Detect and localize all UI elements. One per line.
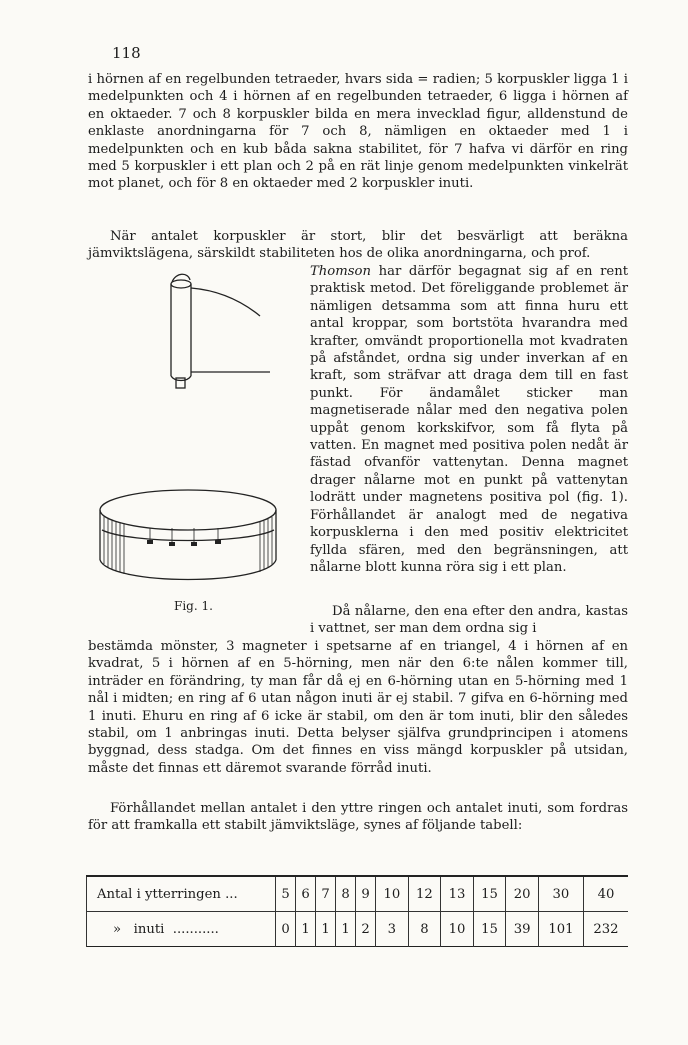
water-basin-illustration: [90, 482, 290, 592]
paragraph-3: bestämda mönster, 3 magneter i spetsarne af en triangel, 4 i hörnen af en kvadrat, 5 i hörnen af en 5-hörning, men när den 6:te nålen kommer till, inträder en förändring, ty man får då ej en 6-hörning utan en 5-hörning med 1 nål i midten; en ring af 6 utan någon inuti är ej stabil. 7 gifva en 6-hörning med 1 inuti. Ehuru en ring af 6 icke är stabil, om den är tom inuti, blir den således stabil, om 1 anbringas inuti. Detta belyser själfva grundprincipen i atomens byggnad, dess stadga. Om det finnes en viss mängd korpuskler på utsidan, måste det finnas ett däremot svarande förråd inuti.: [88, 639, 628, 776]
table-cell: 39: [506, 912, 539, 947]
table-cell: 8: [336, 876, 356, 912]
figure-caption: Fig. 1.: [174, 599, 213, 613]
table-cell: 2: [356, 912, 376, 947]
side-column-body: har därför begagnat sig af en rent praktisk metod. Det föreliggande problemet är nämligen detsamma som att finna huru ett antal kroppar, som bortstöta hvarandra med krafter, omvändt proportionella mot kvadraten på afståndet, ordna sig under inverkan af en kraft, som sträfvar att draga dem till en fast punkt. För ändamålet sticker man magnetiserade nålar med den negativa polen uppåt genom korkskifvor, som få flyta på vatten. En magnet med positiva polen nedåt är fästad ofvanför vattenytan. Denna magnet drager nålarne mot en punkt på vattenytan lodrätt under magnetens positiva pol (fig. 1). Förhållandet är analogt med de negativa korpusklerna i den med positiv elektricitet fyllda sfären, med den begränsningen, att nålarne blott kunna röra sig i ett plan.: [310, 264, 628, 575]
table-row-outer: [87, 876, 629, 912]
table-cell: 15: [473, 912, 506, 947]
table-cell: 232: [584, 912, 629, 947]
side-column-tail: Då nålarne, den ena efter den andra, kastas i vattnet, ser man dem ordna sig i: [310, 604, 628, 637]
table-cell: 20: [506, 876, 539, 912]
table-cell: 0: [276, 912, 296, 947]
ring-stability-table: [86, 875, 628, 947]
paragraph-4: Förhållandet mellan antalet i den yttre ringen och antalet inuti, som fordras för att framkalla ett stabilt jämviktsläge, synes af följande tabell:: [88, 801, 628, 834]
table-cell: 1: [316, 912, 336, 947]
page-number: 118: [112, 44, 141, 62]
table-cell: 40: [584, 876, 629, 912]
table-cell: 1: [296, 912, 316, 947]
table-row-label: Antal i ytterringen ...: [87, 876, 276, 912]
table-cell: 8: [408, 912, 441, 947]
table-row-label: » inuti ...........: [87, 912, 276, 947]
table-cell: 12: [408, 876, 441, 912]
table-cell: 6: [296, 876, 316, 912]
paragraph-1: i hörnen af en regelbunden tetraeder, hvars sida = radien; 5 korpuskler ligga 1 i medelpunkten och 4 i hörnen af en regelbunden tetraeder, 6 ligga i hörnen af en oktaeder. 7 och 8 korpuskler bilda en mera invecklad figur, alldenstund de enklaste anordningarna för 7 och 8, nämligen en oktaeder med 1 i medelpunkten och en kub båda sakna stabilitet, för 7 hafva vi därför en ring med 5 korpuskler i ett plan och 2 på en rät linje genom medelpunkten vinkelrät mot planet, och för 8 en oktaeder med 2 korpuskler inuti.: [88, 72, 628, 192]
table-cell: 5: [276, 876, 296, 912]
table-cell: 3: [376, 912, 409, 947]
table-cell: 101: [538, 912, 583, 947]
table-cell: 30: [538, 876, 583, 912]
table-cell: 10: [376, 876, 409, 912]
table-cell: 9: [356, 876, 376, 912]
magnet-illustration: [160, 268, 280, 398]
table-cell: 10: [441, 912, 474, 947]
table-cell: 13: [441, 876, 474, 912]
table-cell: 7: [316, 876, 336, 912]
table-cell: 15: [473, 876, 506, 912]
table-cell: 1: [336, 912, 356, 947]
thomson-name: Thomson: [310, 264, 371, 279]
paragraph-2: När antalet korpuskler är stort, blir det besvärligt att beräkna jämviktslägena, särskildt stabiliteten hos de olika anordningarna, och prof.: [88, 229, 628, 262]
table-row-inner: [87, 912, 629, 947]
side-column-text: [310, 263, 628, 576]
